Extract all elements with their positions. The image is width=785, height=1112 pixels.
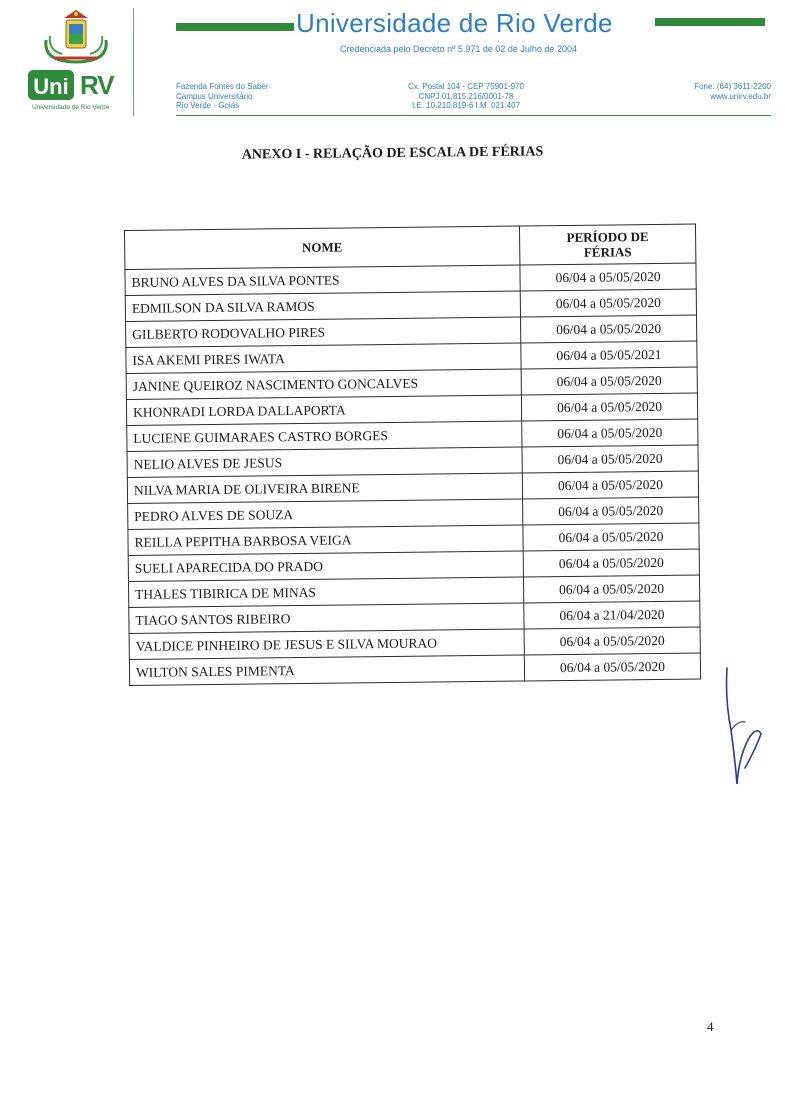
vacation-period: 06/04 a 05/05/2020 [521, 315, 697, 343]
handwritten-signature [705, 660, 765, 790]
vacation-period: 06/04 a 05/05/2020 [524, 653, 700, 681]
logo-subtitle: Universidade de Rio Verde [32, 104, 110, 111]
table-row [129, 653, 700, 685]
period-header-line: FÉRIAS [583, 244, 632, 260]
employee-name: NELIO ALVES DE JESUS [127, 447, 522, 477]
header-divider [133, 8, 134, 116]
vacation-period: 06/04 a 05/05/2020 [522, 445, 698, 473]
employee-name: GILBERTO RODOVALHO PIRES [126, 317, 521, 347]
address-line: Rio Verde - Goiás [176, 101, 240, 110]
postal-line: CNPJ 01.815.216/0001-78 [418, 91, 514, 101]
employee-name: KHONRADI LORDA DALLAPORTA [126, 395, 521, 425]
postal-line: Cx. Postal 104 - CEP 75901-970 [408, 82, 524, 91]
vacation-table [124, 224, 701, 686]
address-line: Campus Universitário [176, 91, 253, 101]
employee-name: EDMILSON DA SILVA RAMOS [125, 291, 520, 321]
postal-line: I.E. 10.210.819-6 I.M. 021.407 [411, 101, 521, 110]
employee-name: SUELI APARECIDA DO PRADO [128, 551, 523, 581]
document-title: ANEXO I - RELAÇÃO DE ESCALA DE FÉRIAS [241, 144, 544, 163]
vacation-period: 06/04 a 05/05/2020 [520, 263, 696, 291]
accreditation-text: Credenciada pelo Decreto nº 5.971 de 02 de Julho de 2004 [340, 44, 577, 54]
employee-name: VALDICE PINHEIRO DE JESUS E SILVA MOURAO [129, 629, 524, 659]
logo-uni-text: Uni [28, 70, 74, 100]
vacation-period: 06/04 a 05/05/2020 [523, 497, 699, 525]
vacation-period: 06/04 a 05/05/2020 [522, 471, 698, 499]
contact-block [694, 82, 771, 101]
vacation-period: 06/04 a 05/05/2020 [522, 419, 698, 447]
table-header-row [125, 224, 696, 269]
employee-name: JANINE QUEIROZ NASCIMENTO GONCALVES [126, 369, 521, 399]
university-crest-icon [40, 6, 112, 66]
header-green-bar-left [176, 23, 294, 31]
vacation-period: 06/04 a 05/05/2020 [523, 575, 699, 603]
address-block [176, 82, 269, 111]
vacation-period: 06/04 a 05/05/2020 [521, 367, 697, 395]
employee-name: TIAGO SANTOS RIBEIRO [129, 603, 524, 633]
vacation-period: 06/04 a 05/05/2020 [523, 549, 699, 577]
unirv-logo [28, 70, 124, 104]
employee-name: REILLA PEPITHA BARBOSA VEIGA [128, 525, 523, 555]
vacation-period: 06/04 a 05/05/2020 [523, 523, 699, 551]
employee-name: LUCIENE GUIMARAES CASTRO BORGES [127, 421, 522, 451]
employee-name: NILVA MARIA DE OLIVEIRA BIRENE [127, 473, 522, 503]
header-rule [176, 115, 771, 116]
employee-name: PEDRO ALVES DE SOUZA [128, 499, 523, 529]
postal-block [390, 82, 542, 111]
employee-name: ISA AKEMI PIRES IWATA [126, 343, 521, 373]
header-green-bar-right [655, 18, 765, 26]
employee-name: BRUNO ALVES DA SILVA PONTES [125, 265, 520, 295]
logo-rv-text: RV [80, 70, 114, 100]
page-number: 4 [707, 1019, 714, 1034]
column-header-period [519, 224, 695, 265]
period-header-line: PERÍODO DE [566, 229, 649, 245]
vacation-period: 06/04 a 21/04/2020 [524, 601, 700, 629]
university-name: Universidade de Rio Verde [296, 8, 613, 38]
phone-text: Fone: (64) 3611-2200 [694, 82, 771, 91]
employee-name: THALES TIBIRICA DE MINAS [128, 577, 523, 607]
vacation-period: 06/04 a 05/05/2020 [521, 393, 697, 421]
employee-name: WILTON SALES PIMENTA [129, 655, 524, 685]
vacation-period: 06/04 a 05/05/2020 [520, 289, 696, 317]
address-line: Fazenda Fontes do Saber [176, 82, 269, 91]
vacation-period: 06/04 a 05/05/2020 [524, 627, 700, 655]
website-link[interactable]: www.unirv.edu.br [710, 91, 771, 101]
vacation-period: 06/04 a 05/05/2021 [521, 341, 697, 369]
column-header-name: NOME [125, 226, 520, 269]
